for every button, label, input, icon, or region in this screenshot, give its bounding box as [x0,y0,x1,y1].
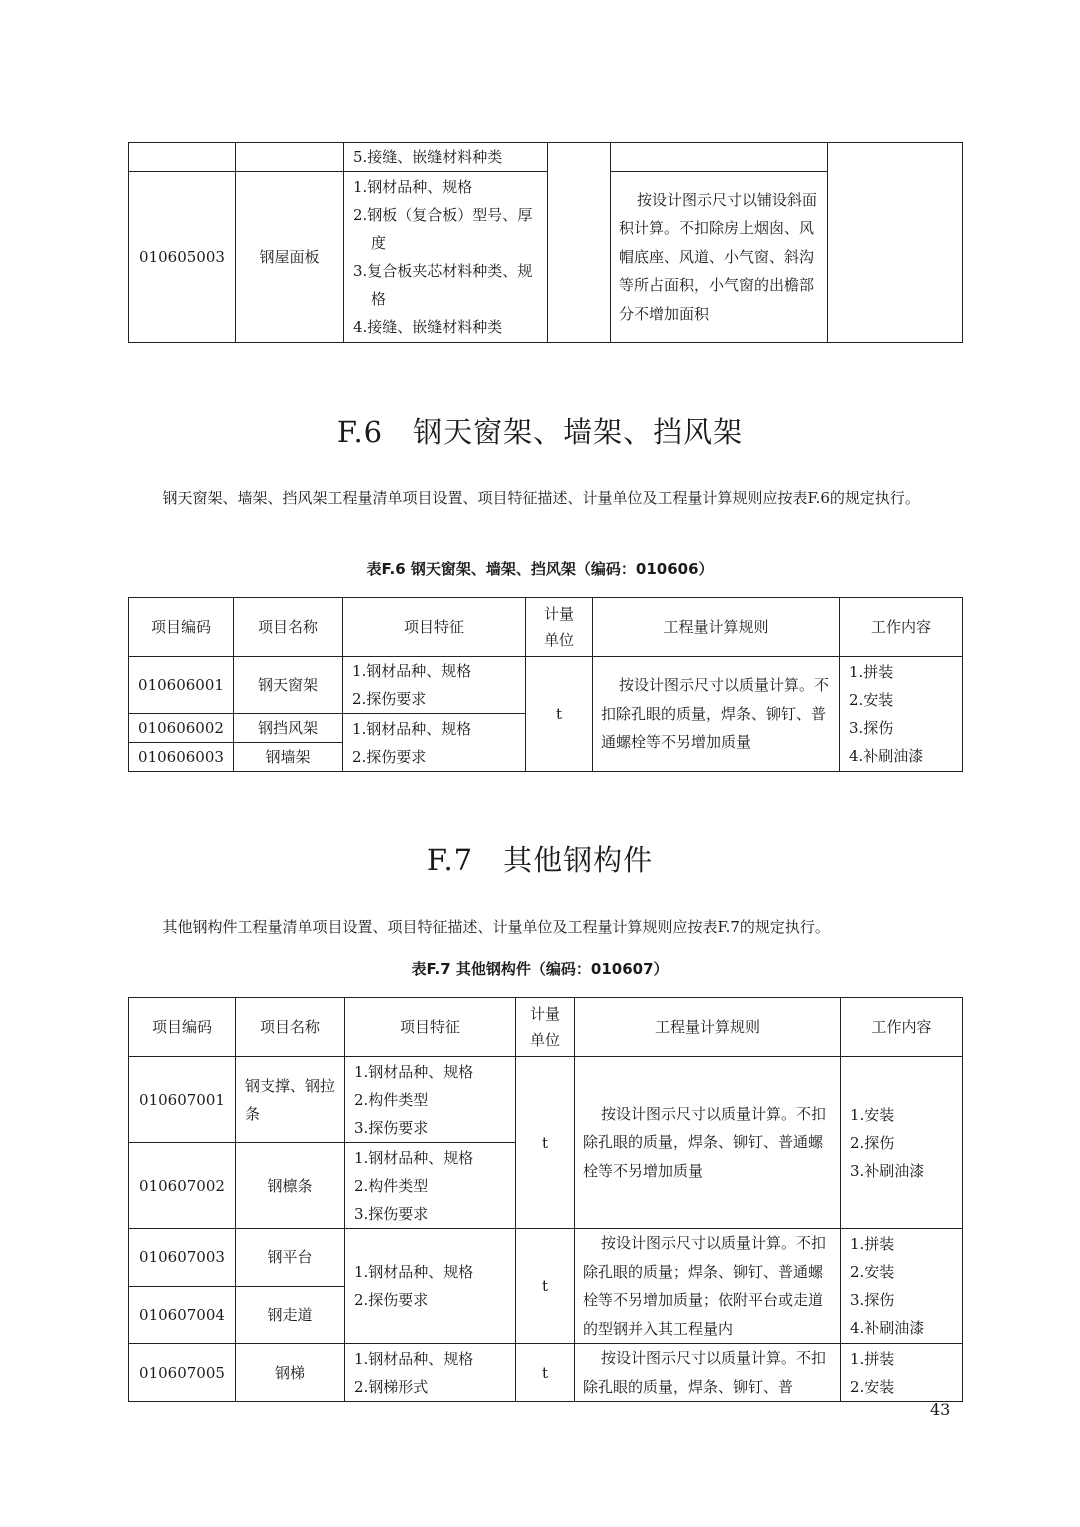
header-work: 工作内容 [840,598,963,657]
unit-cell [548,143,611,343]
rule-cell: 按设计图示尺寸以质量计算。不扣除孔眼的质量，焊条、铆钉、普通螺栓等不另增加质量 [575,1057,841,1229]
item-code: 010607004 [129,1286,236,1344]
item-code: 010606003 [129,743,234,772]
unit-cell: t [516,1057,575,1229]
rule-cell: 按设计图示尺寸以铺设斜面积计算。不扣除房上烟囱、风帽底座、风道、小气窗、斜沟等所占面积，小气窗的出檐部分不增加面积 [611,172,828,343]
table-f7 [128,997,963,1402]
feature-cell: 1.钢材品种、规格 2.构件类型 3.探伤要求 [345,1057,516,1143]
item-name: 钢墙架 [234,743,343,772]
work-cell: 1.安装 2.探伤 3.补刷油漆 [841,1057,963,1229]
cell-empty [129,143,236,172]
section-title-f6: F.6 钢天窗架、墙架、挡风架 [336,415,744,449]
section-title-f7: F.7 其他钢构件 [426,843,654,877]
work-cell [828,143,963,343]
header-rule: 工程量计算规则 [593,598,840,657]
header-feature: 项目特征 [345,998,516,1057]
work-cell: 1.拼装 2.安装 [841,1344,963,1402]
unit-cell: t [516,1344,575,1402]
table-caption-f6: 表F.6 钢天窗架、墙架、挡风架（编码：010606） [366,560,714,578]
section-intro-f6: 钢天窗架、墙架、挡风架工程量清单项目设置、项目特征描述、计量单位及工程量计算规则应按表F.6的规定执行。 [162,489,920,507]
feature-cell: 1.钢材品种、规格 2.探伤要求 [343,657,526,714]
header-unit: 计量单位 [526,598,593,657]
rule-cell: 按设计图示尺寸以质量计算。不扣除孔眼的质量，焊条、铆钉、普通螺栓等不另增加质量 [593,657,840,772]
header-unit: 计量单位 [516,998,575,1057]
header-name: 项目名称 [236,998,345,1057]
work-cell: 1.拼装 2.安装 3.探伤 4.补刷油漆 [841,1229,963,1344]
feature-cell: 1.钢材品种、规格 2.钢板（复合板）型号、厚度 3.复合板夹芯材料种类、规格 4.接缝、嵌缝材料种类 [344,172,548,343]
item-code: 010607001 [129,1057,236,1143]
rule-cell: 按设计图示尺寸以质量计算。不扣除孔眼的质量，焊条、铆钉、普 [575,1344,841,1402]
unit-cell: t [526,657,593,772]
header-name: 项目名称 [234,598,343,657]
header-rule: 工程量计算规则 [575,998,841,1057]
item-code: 010607005 [129,1344,236,1402]
item-name: 钢支撑、钢拉条 [236,1057,345,1143]
feature-cell: 1.钢材品种、规格 2.探伤要求 [343,714,526,772]
cell-empty [236,143,344,172]
work-cell: 1.拼装 2.安装 3.探伤 4.补刷油漆 [840,657,963,772]
item-name: 钢走道 [236,1286,345,1344]
table-f6 [128,597,963,772]
item-name: 钢屋面板 [236,172,344,343]
cell-empty [611,143,828,172]
feature-cell: 1.钢材品种、规格 2.钢梯形式 [345,1344,516,1402]
header-feature: 项目特征 [343,598,526,657]
page-number: 43 [930,1400,951,1419]
feature-cell: 1.钢材品种、规格 2.构件类型 3.探伤要求 [345,1143,516,1229]
table-continuation [128,142,963,343]
item-name: 钢平台 [236,1229,345,1287]
feature-cell: 1.钢材品种、规格 2.探伤要求 [345,1229,516,1344]
item-code: 010606001 [129,657,234,714]
table-caption-f7: 表F.7 其他钢构件（编码：010607） [411,960,669,978]
rule-cell: 按设计图示尺寸以质量计算。不扣除孔眼的质量；焊条、铆钉、普通螺栓等不另增加质量；依附平台或走道的型钢并入其工程量内 [575,1229,841,1344]
item-code: 010606002 [129,714,234,743]
feature-cell: 5.接缝、嵌缝材料种类 [344,143,548,172]
item-code: 010607003 [129,1229,236,1287]
item-code: 010607002 [129,1143,236,1229]
header-code: 项目编码 [129,598,234,657]
item-code: 010605003 [129,172,236,343]
header-work: 工作内容 [841,998,963,1057]
item-name: 钢檩条 [236,1143,345,1229]
header-code: 项目编码 [129,998,236,1057]
item-name: 钢挡风架 [234,714,343,743]
section-intro-f7: 其他钢构件工程量清单项目设置、项目特征描述、计量单位及工程量计算规则应按表F.7的规定执行。 [162,918,830,936]
item-name: 钢梯 [236,1344,345,1402]
unit-cell: t [516,1229,575,1344]
item-name: 钢天窗架 [234,657,343,714]
